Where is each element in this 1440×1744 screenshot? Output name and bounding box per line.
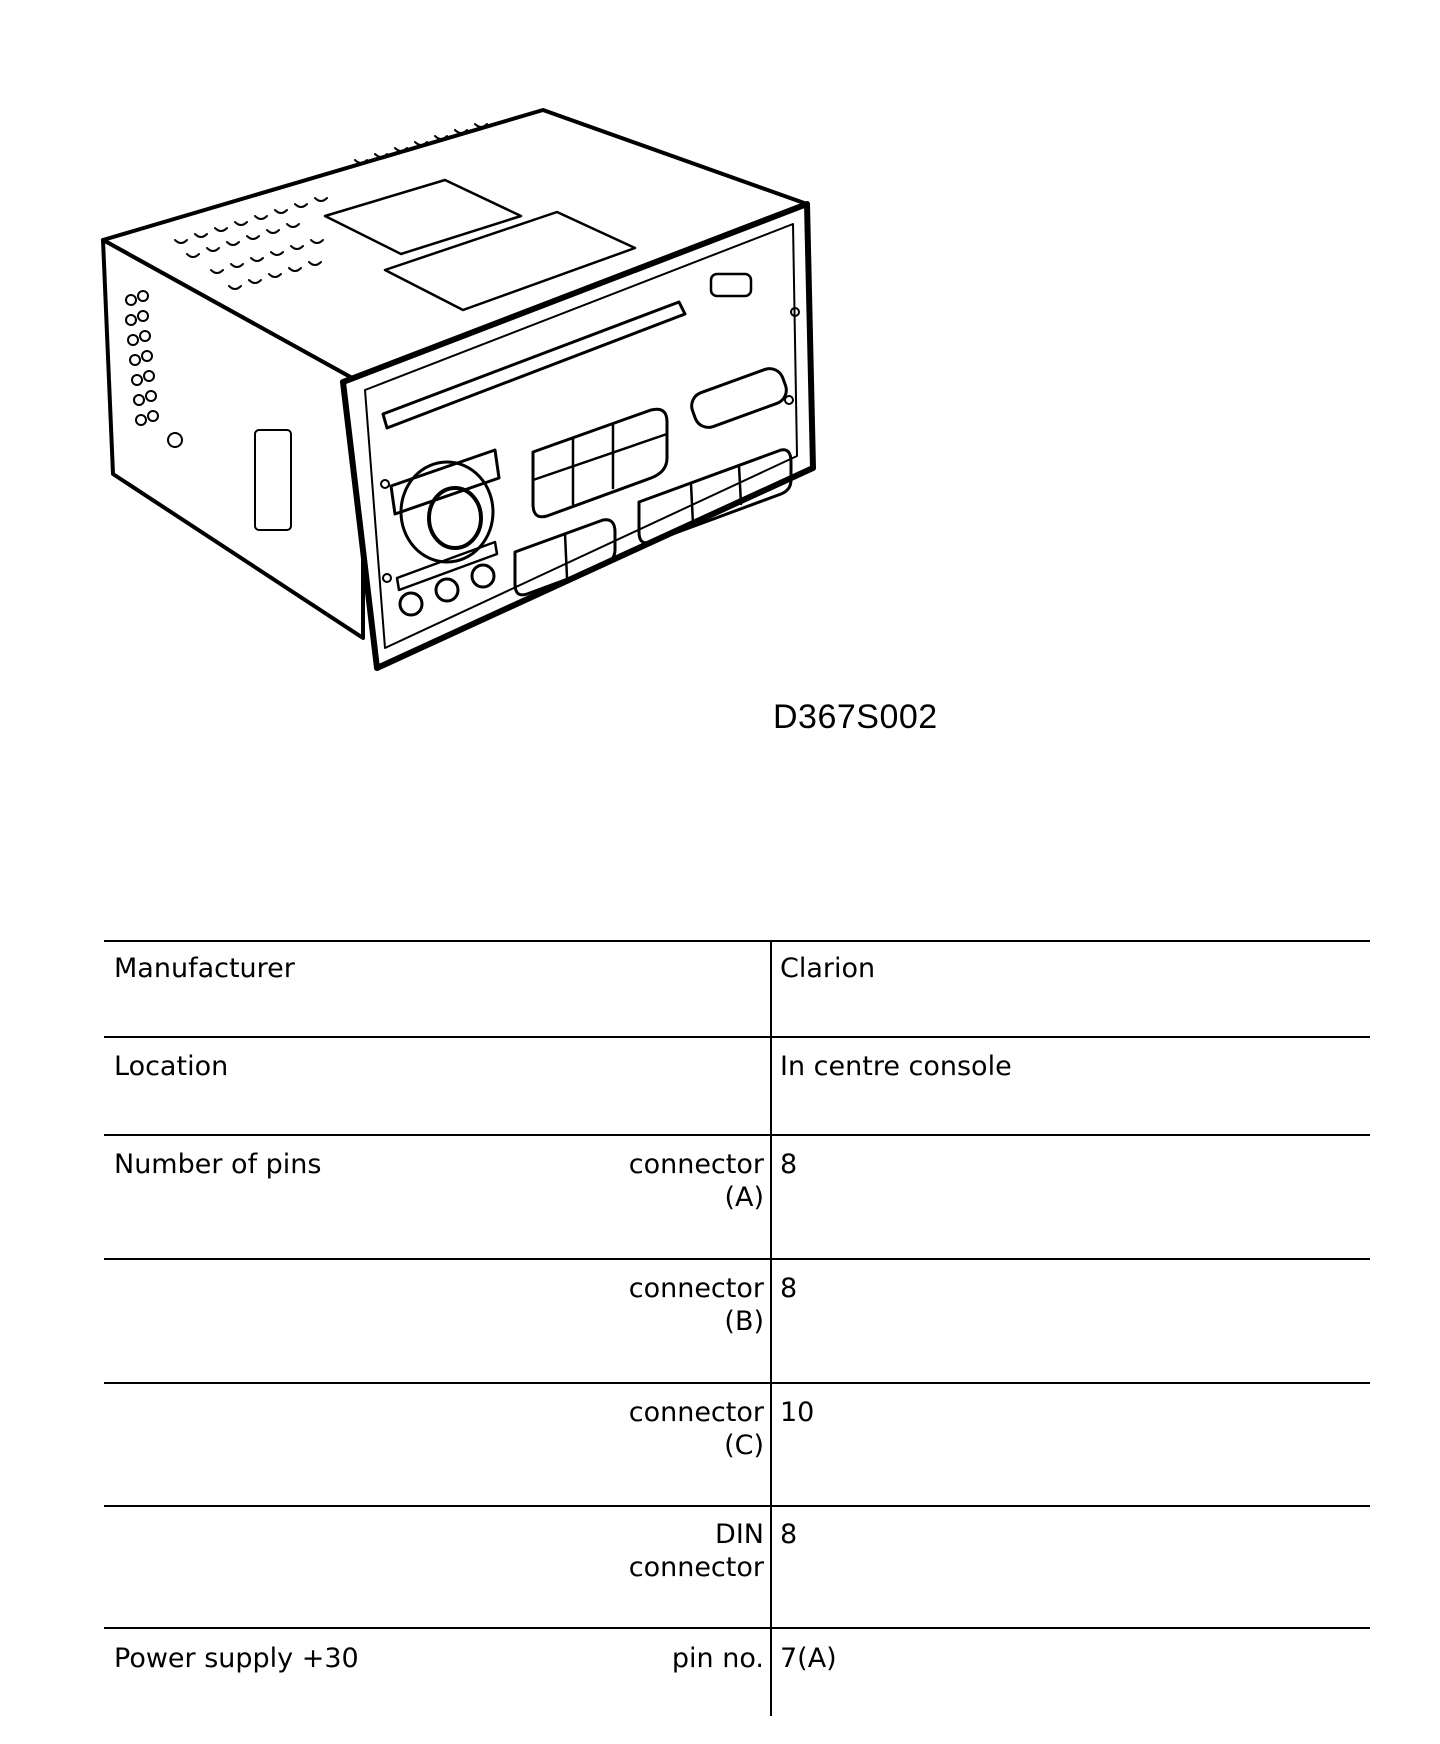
table-column-divider xyxy=(770,940,772,1716)
row-label-manufacturer: Manufacturer xyxy=(114,953,295,984)
radio-cd-unit-icon xyxy=(95,100,915,760)
radio-unit-illustration xyxy=(95,100,915,760)
table-rule xyxy=(104,1382,1370,1384)
row-value-location: In centre console xyxy=(780,1051,1012,1082)
row-sublabel-pin-no: pin no. xyxy=(671,1643,764,1674)
table-rule xyxy=(104,1627,1370,1629)
row-value-din-connector: 8 xyxy=(780,1519,798,1550)
row-value-power-supply: 7(A) xyxy=(780,1643,837,1674)
row-sublabel-connector-b: connector (B) xyxy=(628,1273,764,1337)
row-sublabel-connector-c: connector (C) xyxy=(628,1397,764,1461)
row-sublabel-din-connector: DIN connector xyxy=(628,1519,764,1583)
row-label-location: Location xyxy=(114,1051,229,1082)
row-value-connector-a: 8 xyxy=(780,1149,798,1180)
row-value-connector-c: 10 xyxy=(780,1397,815,1428)
table-rule xyxy=(104,1036,1370,1038)
figure-code: D367S002 xyxy=(773,698,938,736)
row-label-number-of-pins: Number of pins xyxy=(114,1149,322,1180)
row-label-power-supply: Power supply +30 xyxy=(114,1643,359,1674)
row-value-connector-b: 8 xyxy=(780,1273,798,1304)
table-rule xyxy=(104,940,1370,942)
table-rule xyxy=(104,1258,1370,1260)
row-sublabel-connector-a: connector (A) xyxy=(628,1149,764,1213)
row-value-manufacturer: Clarion xyxy=(780,953,876,984)
table-rule xyxy=(104,1505,1370,1507)
table-rule xyxy=(104,1134,1370,1136)
